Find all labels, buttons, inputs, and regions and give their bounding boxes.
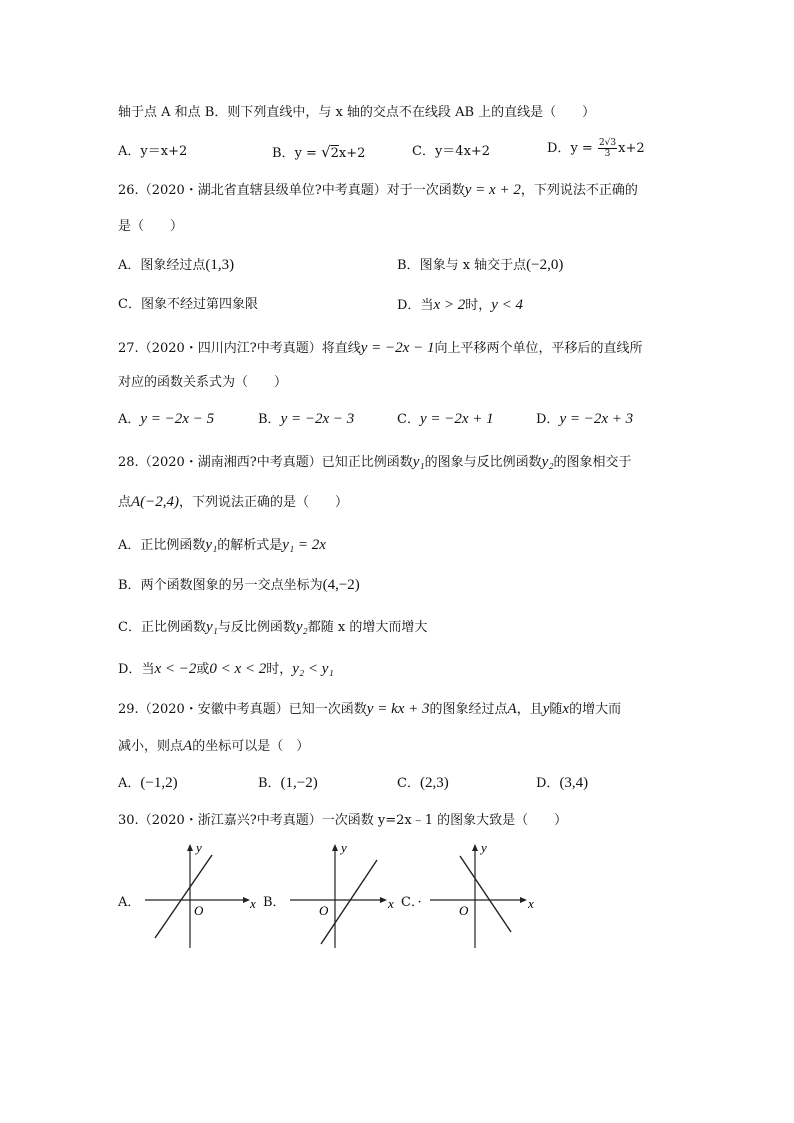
axis-x-label: x	[528, 896, 534, 911]
q29-option-b: B．(1,−2)	[258, 775, 318, 791]
axis-x-label: x	[388, 896, 394, 911]
q26-stem-line2: 是（ ）	[118, 219, 184, 234]
q25-option-d: D．y = $\frac{2√3}{3}$ x+2	[547, 138, 645, 159]
q26-stem: 26.（2020・湖北省直辖县级单位?中考真题）对于一次函数y = x + 2，下列说法不正确的	[118, 182, 638, 198]
graph-c	[425, 840, 545, 950]
q25-option-b: B．y = √2x+2	[272, 143, 366, 161]
q28-option-d: D．当x < −2或0 < x < 2时，y₂ < y₁	[118, 661, 334, 677]
y-axis-arrow	[332, 844, 338, 851]
graph-a	[140, 840, 260, 950]
q29-option-c: C．(2,3)	[397, 775, 449, 791]
axis-y-label: y	[341, 840, 347, 855]
origin-label: O	[319, 903, 329, 918]
axis-y-label: y	[481, 840, 487, 855]
q25-option-c: C．y＝4x+2	[412, 144, 491, 159]
q26-option-c: C．图象不经过第四象限	[118, 297, 258, 312]
q28-option-a: A．正比例函数y₁的解析式是y₁ = 2x	[118, 537, 326, 553]
q29-stem-line2: 减小，则点A的坐标可以是（ ）	[118, 738, 310, 754]
y-axis-arrow	[472, 844, 478, 851]
function-line	[321, 860, 377, 944]
q26-option-d: D．当x > 2时，y < 4	[397, 297, 524, 313]
function-line	[460, 856, 511, 932]
q26-option-a: A．图象经过点(1,3)	[118, 257, 235, 273]
q29-option-d: D．(3,4)	[536, 775, 589, 791]
graph-b	[285, 840, 405, 950]
q27-stem: 27.（2020・四川内江?中考真题）将直线y = −2x − 1向上平移两个单位，平移后的直线所	[118, 340, 643, 356]
origin-label: O	[459, 903, 469, 918]
x-axis-arrow	[243, 897, 250, 903]
x-axis-arrow	[380, 897, 387, 903]
q29-stem: 29.（2020・安徽中考真题）已知一次函数y = kx + 3的图象经过点A，且y随x的增大而	[118, 701, 622, 717]
q25-stem-cont: 轴于点 A 和点 B．则下列直线中，与 x 轴的交点不在线段 AB 上的直线是（ ）	[118, 105, 596, 120]
q27-option-c: C．y = −2x + 1	[397, 411, 494, 427]
q30-stem: 30.（2020・浙江嘉兴?中考真题）一次函数 y=2x﹣1 的图象大致是（ ）	[118, 813, 568, 828]
origin-label: O	[194, 903, 204, 918]
y-axis-arrow	[187, 844, 193, 851]
q28-stem-line2: 点A(−2,4)，下列说法正确的是（ ）	[118, 494, 349, 510]
q29-option-a: A．(−1,2)	[118, 775, 178, 791]
graph-c-label: C．·	[401, 895, 422, 910]
graph-a-label: A．	[118, 895, 141, 910]
x-axis-arrow	[520, 897, 527, 903]
q28-option-c: C．正比例函数y₁与反比例函数y₂都随 x 的增大而增大	[118, 619, 428, 635]
q27-option-d: D．y = −2x + 3	[536, 411, 634, 427]
q27-option-b: B．y = −2x − 3	[258, 411, 355, 427]
q28-stem: 28.（2020・湖南湘西?中考真题）已知正比例函数y₁的图象与反比例函数y₂的图象相交于	[118, 454, 632, 470]
q25-option-a: A．y＝x+2	[118, 144, 188, 159]
axis-y-label: y	[196, 840, 202, 855]
graph-b-label: B．	[263, 895, 286, 910]
q27-option-a: A．y = −2x − 5	[118, 411, 215, 427]
fraction: $\frac{2√3}{3}$	[598, 138, 617, 159]
q26-option-b: B．图象与 x 轴交于点(−2,0)	[397, 257, 564, 273]
function-line	[155, 855, 212, 938]
q28-option-b: B．两个函数图象的另一交点坐标为(4,−2)	[118, 577, 360, 593]
q27-stem-line2: 对应的函数关系式为（ ）	[118, 375, 288, 390]
axis-x-label: x	[250, 896, 256, 911]
